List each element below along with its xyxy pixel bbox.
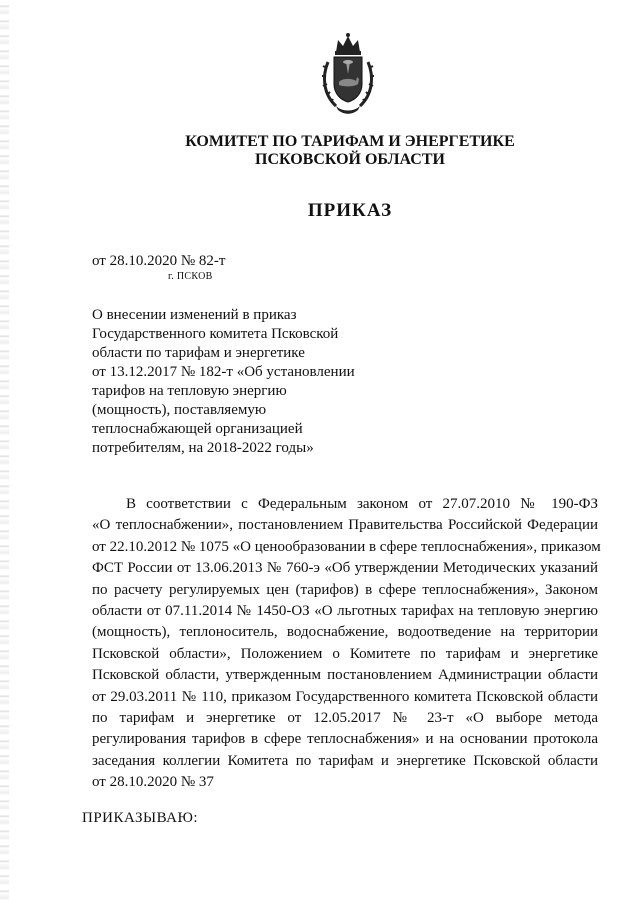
body-line: заседания коллегии Комитета по тарифам и энергетике Псковской области — [92, 752, 598, 769]
scan-edge-artifact — [0, 0, 9, 905]
body-line: ФСТ России от 13.06.2013 № 760-э «Об утверждении Методических указаний — [92, 560, 598, 577]
body-line: по расчету регулируемых цен (тарифов) в сфере теплоснабжения», Законом — [92, 581, 598, 598]
body-line: от 22.10.2012 № 1075 «О ценообразовании в сфере теплоснабжения», приказом — [92, 538, 601, 555]
document-type-title: ПРИКАЗ — [307, 200, 393, 221]
document-subject — [92, 306, 392, 458]
organization-name-line-1: КОМИТЕТ ПО ТАРИФАМ И ЭНЕРГЕТИКЕ — [185, 133, 515, 150]
subject-line: Государственного комитета Псковской — [92, 326, 339, 342]
pskov-coat-of-arms-icon — [318, 32, 378, 116]
subject-line: от 13.12.2017 № 182-т «Об установлении — [92, 364, 355, 380]
subject-line: теплоснабжающей организацией — [92, 421, 303, 437]
subject-line: О внесении изменений в приказ — [92, 307, 297, 323]
body-line: от 29.03.2011 № 110, приказом Государственного комитета Псковской области — [92, 688, 598, 705]
subject-line: тарифов на тепловую энергию — [92, 383, 287, 399]
body-line: В соответствии с Федеральным законом от 27.07.2010 № 190-ФЗ — [126, 496, 598, 512]
body-line: области от 07.11.2014 № 1450-ОЗ «О льготных тарифах на тепловую энергию — [92, 602, 598, 619]
document-date-number: от 28.10.2020 № 82-т — [92, 253, 226, 269]
body-line: по тарифам и энергетике от 12.05.2017 № 23-т «О выборе метода — [92, 709, 598, 726]
body-line: «О теплоснабжении», постановлением Правительства Российской Федерации — [92, 517, 598, 534]
organization-name-line-2: ПСКОВСКОЙ ОБЛАСТИ — [255, 151, 445, 168]
body-line: регулирования тарифов в сфере теплоснабжения» и на основании протокола — [92, 731, 598, 748]
document-body — [92, 494, 601, 793]
subject-line: (мощность), поставляемую — [92, 402, 267, 418]
order-directive: ПРИКАЗЫВАЮ: — [82, 810, 199, 826]
subject-line: области по тарифам и энергетике — [92, 345, 305, 361]
body-line: Псковской области, утвержденным постановлением Администрации области — [92, 667, 598, 684]
body-line: (мощность), теплоноситель, водоснабжение, водоотведение на территории — [92, 624, 598, 641]
subject-line: потребителям, на 2018-2022 годы» — [92, 440, 314, 456]
document-city: г. ПСКОВ — [168, 271, 213, 282]
body-line: от 28.10.2020 № 37 — [92, 774, 214, 791]
body-line: Псковской области», Положением о Комитете по тарифам и энергетике — [92, 645, 598, 662]
